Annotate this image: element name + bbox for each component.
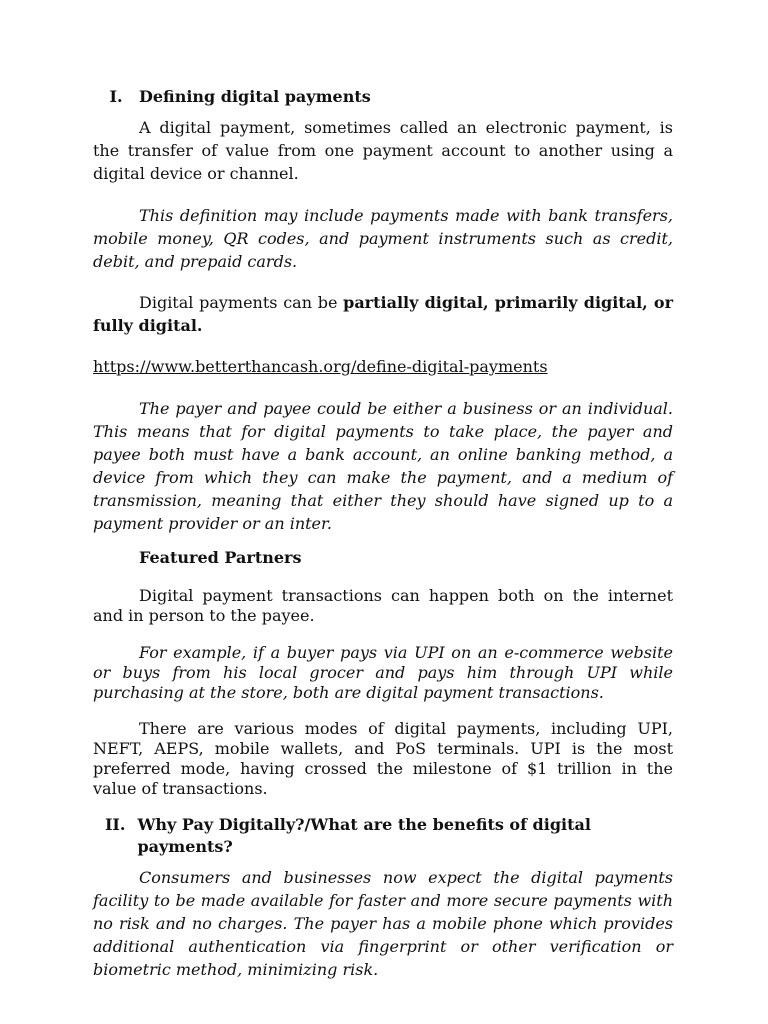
section-heading-1 [93, 86, 673, 108]
benefits-paragraph: Consumers and businesses now expect the digital payments facility to be made available for faster and more secure payments with no risk and no charges. The payer has a mobile phone which provides additional authentication via fingerprint or other verification or biometric method, minimizing risk. [93, 868, 673, 979]
definition-paragraph: A digital payment, sometimes called an electronic payment, is the transfer of value from one payment account to another using a digital device or channel. [93, 118, 673, 183]
payer-payee-paragraph: The payer and payee could be either a business or an individual. This means that for digital payments to take place, the payer and payee both must have a bank account, an online banking method, a device from which they can make the payment, and a medium of transmission, meaning that either they should have signed up to a payment provider or an inter. [93, 399, 673, 533]
section-heading-2 [93, 814, 673, 858]
section-title-2: Why Pay Digitally?/What are the benefits of digital payments? [137, 815, 591, 856]
section-number-1: I. [109, 87, 123, 106]
featured-partners-heading: Featured Partners [139, 548, 302, 567]
digital-levels-bold: partially digital, primarily digital, or fully digital. [93, 293, 673, 335]
source-link[interactable]: https://www.betterthancash.org/define-digital-payments [93, 357, 548, 376]
digital-levels-paragraph [93, 291, 673, 337]
modes-paragraph: There are various modes of digital payments, including UPI, NEFT, AEPS, mobile wallets, and PoS terminals. UPI is the most preferred mode, having crossed the milestone of $1 trillion in the value of transactions. [93, 719, 673, 798]
example-paragraph: For example, if a buyer pays via UPI on an e-commerce website or buys from his local grocer and pays him through UPI while purchasing at the store, both are digital payment transactions. [93, 643, 673, 702]
section-number-2: II. [104, 815, 126, 834]
section-title-1: Defining digital payments [139, 87, 371, 106]
digital-levels-lead: Digital payments can be [139, 293, 344, 312]
definition-scope-paragraph: This definition may include payments made with bank transfers, mobile money, QR codes, and payment instruments such as credit, debit, and prepaid cards. [93, 206, 673, 271]
document-page [93, 86, 673, 981]
transactions-paragraph: Digital payment transactions can happen both on the internet and in person to the payee. [93, 586, 673, 625]
